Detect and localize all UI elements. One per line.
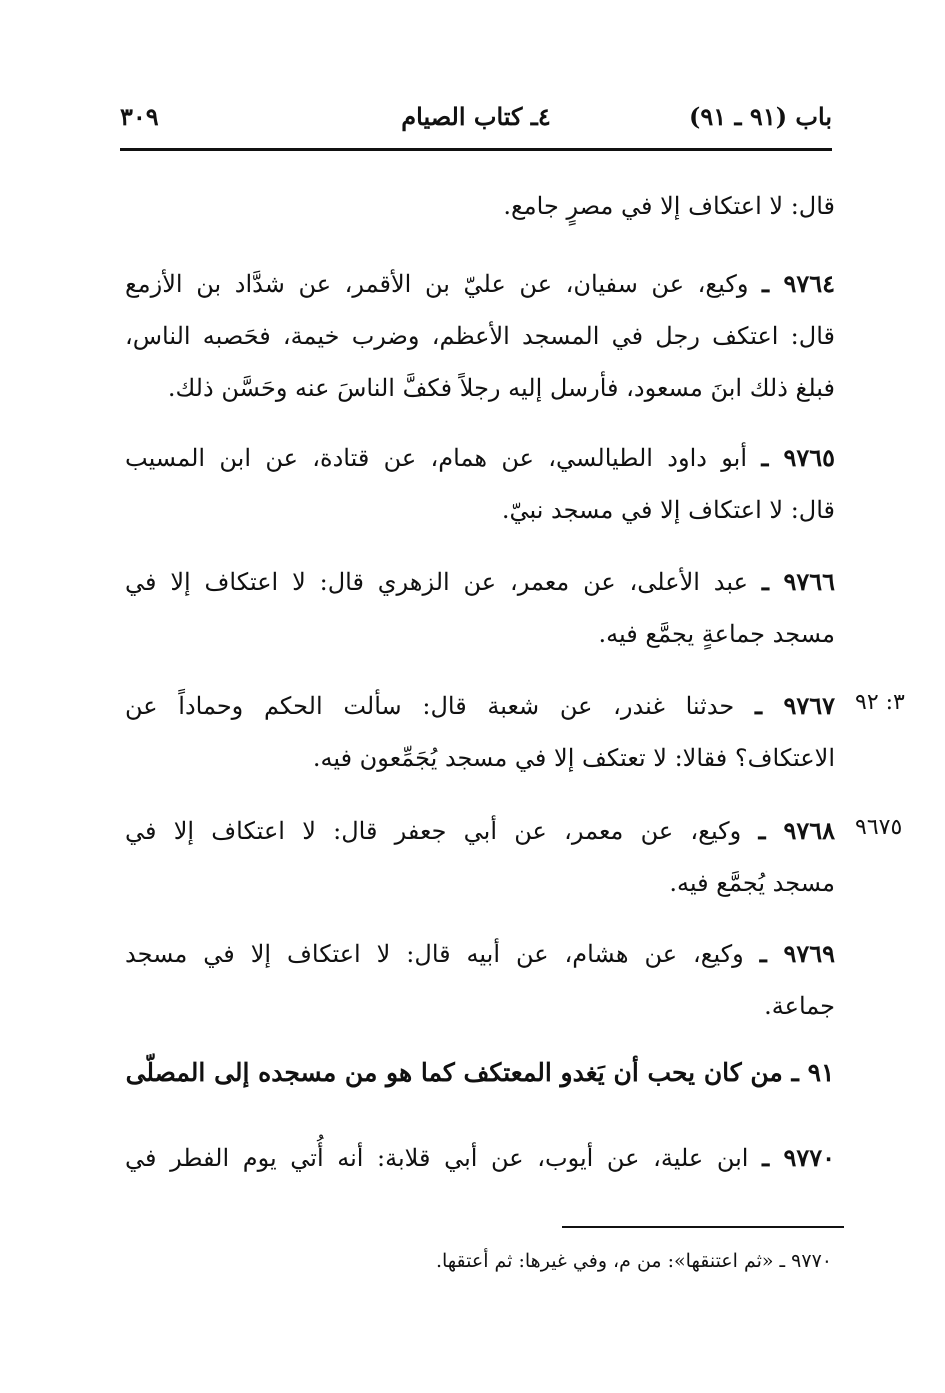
hadith-9769 (125, 928, 835, 1032)
header-rule (120, 148, 832, 151)
hadith-9767 (125, 680, 835, 784)
text-line: عبد الأعلى، عن معمر، عن الزهري قال: لا اعتكاف إلا في (125, 568, 748, 596)
footnote-rule (562, 1226, 844, 1228)
hadith-9764 (125, 258, 835, 414)
text-line: حدثنا غندر، عن شعبة قال: سألت الحكم وحماداً عن (125, 692, 735, 720)
text-line (125, 258, 835, 310)
text-line (125, 556, 835, 608)
hadith-number: ٩٧٦٦ ـ (761, 567, 835, 596)
hadith-9770 (125, 1132, 835, 1184)
text-line: وكيع، عن هشام، عن أبيه قال: لا اعتكاف إلا في مسجد (125, 940, 744, 968)
text-line: ابن علية، عن أيوب، عن أبي قلابة: أنه أُتي يوم الفطر في (125, 1144, 749, 1172)
book-title: ٤ـ كتاب الصيام (401, 102, 551, 131)
text-line: مسجد يُجمَّع فيه. (669, 869, 835, 897)
text-line (125, 805, 835, 857)
page-number: ٣٠٩ (120, 102, 159, 131)
hadith-9768 (125, 805, 835, 909)
text-line: قال: لا اعتكاف إلا في مسجد نبيّ. (501, 496, 835, 524)
section-heading: ٩١ ـ من كان يحب أن يَغدو المعتكف كما هو من مسجده إلى المصلّى (125, 1058, 835, 1087)
text-line: جماعة. (764, 992, 835, 1020)
chapter-range: باب (٩١ ـ ٩١) (689, 102, 832, 131)
hadith-number: ٩٧٦٧ ـ (754, 691, 835, 720)
hadith-9766 (125, 556, 835, 660)
text-line (125, 1132, 835, 1184)
text-line: الاعتكاف؟ فقالا: لا تعتكف إلا في مسجد يُجَمِّعون فيه. (312, 744, 835, 772)
hadith-number: ٩٧٦٤ ـ (762, 269, 835, 298)
text-line (125, 432, 835, 484)
text-line: وكيع، عن معمر، عن أبي جعفر قال: لا اعتكاف إلا في (125, 817, 742, 845)
hadith-number: ٩٧٧٠ ـ (762, 1143, 835, 1172)
hadith-number: ٩٧٦٩ ـ (759, 939, 835, 968)
text-line: مسجد جماعةٍ يجمَّع فيه. (598, 620, 835, 648)
text-line: قال: اعتكف رجل في المسجد الأعظم، وضرب خيمة، فحَصبه الناس، (125, 322, 835, 350)
page-header (120, 96, 832, 142)
footnote: ٩٧٧٠ ـ «ثم اعتنقها»: من م، وفي غيرها: ثم أعتقها. (435, 1250, 832, 1272)
text-line: أبو داود الطيالسي، عن همام، عن قتادة، عن ابن المسيب (125, 444, 747, 472)
text-line: وكيع، عن سفيان، عن عليّ بن الأقمر، عن شدَّاد بن الأزمع (125, 270, 749, 298)
margin-reference: ٩٦٧٥ (855, 815, 903, 840)
text-line (125, 928, 835, 980)
hadith-number: ٩٧٦٥ ـ (761, 443, 835, 472)
hadith-number: ٩٧٦٨ ـ (758, 816, 835, 845)
hadith-9765 (125, 432, 835, 536)
margin-reference: ٣: ٩٢ (855, 690, 905, 715)
text-line: قال: لا اعتكاف إلا في مصرٍ جامع. (503, 192, 835, 220)
text-line (125, 680, 835, 732)
paragraph-continuation (125, 180, 835, 232)
text-line: فبلغ ذلك ابنَ مسعود، فأرسل إليه رجلاً فكفَّ الناسَ عنه وحَسَّن ذلك. (167, 374, 835, 402)
